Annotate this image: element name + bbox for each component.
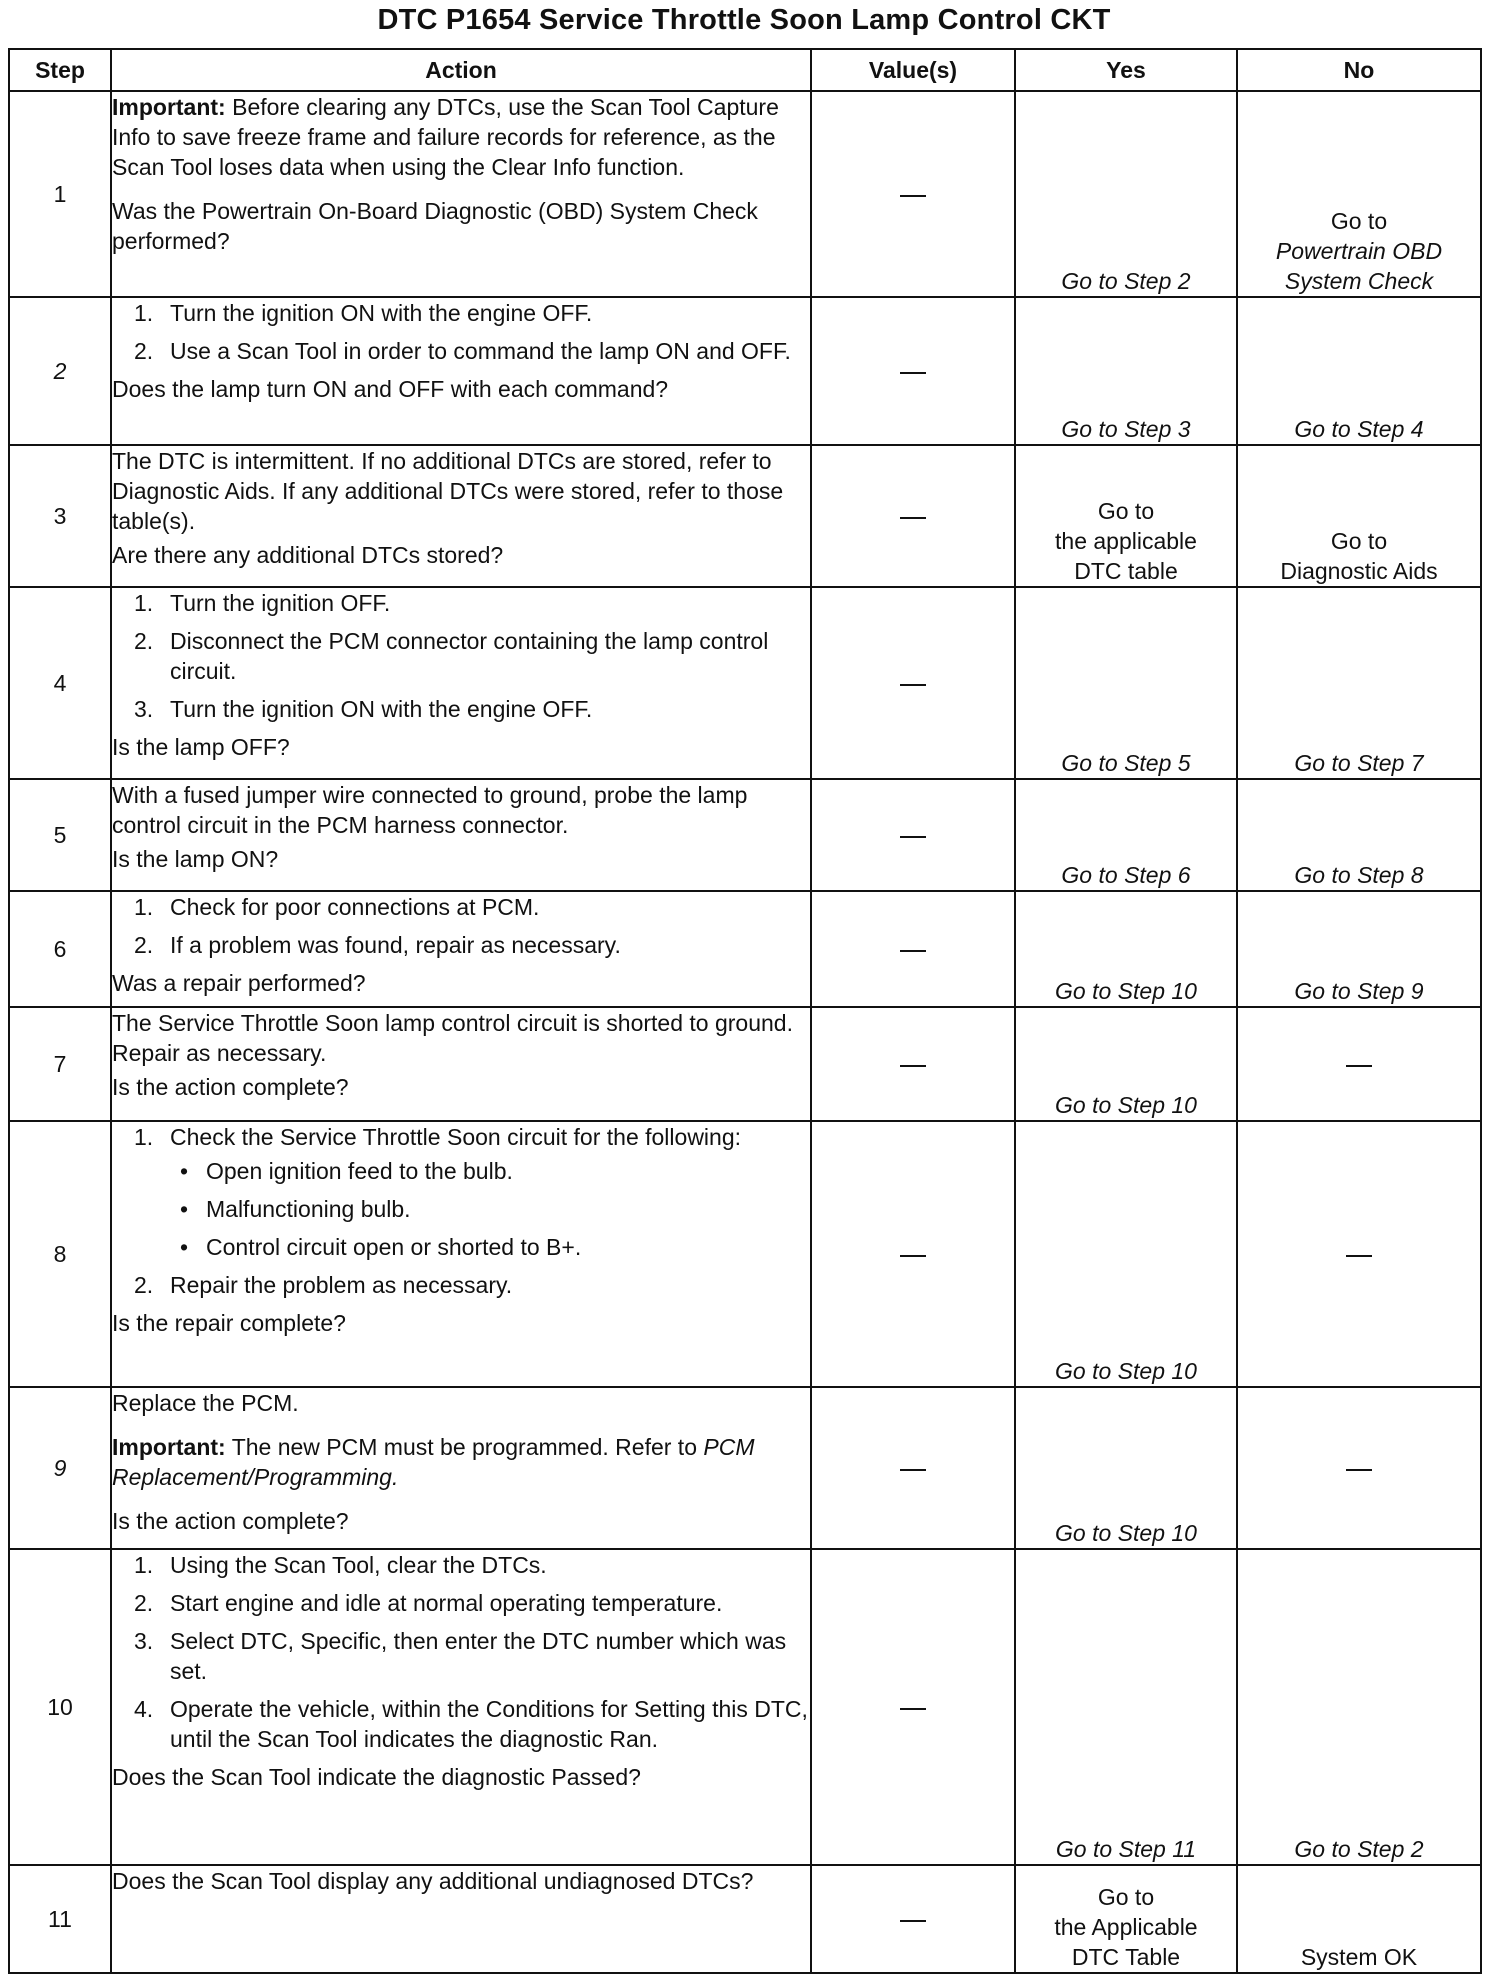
question-text: Is the lamp ON? — [112, 846, 279, 872]
no-cell — [1237, 297, 1481, 445]
reference-link-pcm-replacement: PCM Replacement/Programming. — [112, 1434, 755, 1490]
yes-line: DTC table — [1074, 558, 1178, 584]
action-steps — [112, 892, 810, 960]
step-number: 8 — [9, 1121, 111, 1387]
no-goto: Go to Step 8 — [1294, 862, 1424, 888]
value-cell — [811, 891, 1015, 1007]
yes-goto: Go to Step 5 — [1061, 750, 1191, 776]
action-cell — [111, 297, 811, 445]
value-cell — [811, 297, 1015, 445]
header-row — [9, 49, 1481, 91]
table-row-step-6 — [9, 891, 1481, 1007]
step-number: 5 — [9, 779, 111, 891]
value-cell — [811, 1549, 1015, 1865]
no-goto: Go to Step 9 — [1294, 978, 1424, 1004]
table-row-step-1 — [9, 91, 1481, 297]
dash — [900, 195, 926, 197]
no-line: Go to — [1330, 528, 1388, 554]
yes-cell — [1015, 445, 1237, 587]
yes-cell — [1015, 891, 1237, 1007]
no-goto-line: Go to — [1330, 208, 1388, 234]
question-text: Does the lamp turn ON and OFF with each command? — [112, 376, 669, 402]
step-number: 6 — [9, 891, 111, 1007]
value-cell — [811, 587, 1015, 779]
no-line: Diagnostic Aids — [1280, 558, 1438, 584]
table-row-step-4 — [9, 587, 1481, 779]
table-row-step-8 — [9, 1121, 1481, 1387]
important-text: Before clearing any DTCs, use the Scan Tool Capture Info to save freeze frame and failure records for reference, as the Scan Tool loses data when using the Clear Info function. — [112, 94, 779, 180]
table-row-step-5 — [9, 779, 1481, 891]
value-cell — [811, 1121, 1015, 1387]
action-text: The Service Throttle Soon lamp control circuit is shorted to ground. Repair as necessary. — [112, 1010, 793, 1066]
action-text: The DTC is intermittent. If no additional DTCs are stored, refer to Diagnostic Aids. If any additional DTCs were stored, refer to those table(s). — [112, 448, 784, 534]
header-values: Value(s) — [811, 49, 1015, 91]
action-step: 2. Repair the problem as necessary. — [134, 1272, 513, 1298]
question-text: Is the lamp OFF? — [112, 734, 290, 760]
bullet-item: • Open ignition feed to the bulb. — [180, 1158, 513, 1184]
step-number: 4 — [9, 587, 111, 779]
table-row-step-7 — [9, 1007, 1481, 1121]
question-text: Does the Scan Tool display any additional undiagnosed DTCs? — [112, 1868, 754, 1894]
dash — [900, 1065, 926, 1067]
dash — [900, 684, 926, 686]
dash — [900, 372, 926, 374]
question-text: Are there any additional DTCs stored? — [112, 542, 504, 568]
no-goto: Go to Step 7 — [1294, 750, 1424, 776]
no-cell — [1237, 779, 1481, 891]
no-cell — [1237, 1549, 1481, 1865]
no-cell — [1237, 1121, 1481, 1387]
yes-goto: Go to Step 11 — [1055, 1836, 1197, 1862]
value-cell — [811, 779, 1015, 891]
action-cell — [111, 1549, 811, 1865]
yes-cell — [1015, 1387, 1237, 1549]
action-step: 4. Operate the vehicle, within the Conditions for Setting this DTC, until the Scan Tool indicates the diagnostic Ran. — [134, 1696, 808, 1752]
action-step: 1. Turn the ignition OFF. — [134, 590, 391, 616]
action-step: 1. Turn the ignition ON with the engine OFF. — [134, 300, 593, 326]
table-row-step-11 — [9, 1865, 1481, 1973]
no-cell — [1237, 91, 1481, 297]
yes-cell — [1015, 779, 1237, 891]
action-cell — [111, 779, 811, 891]
yes-goto: Go to Step 10 — [1055, 1520, 1197, 1546]
dash — [1346, 1255, 1372, 1257]
question-text: Is the action complete? — [112, 1074, 349, 1100]
bullet-item: • Malfunctioning bulb. — [180, 1196, 411, 1222]
yes-cell — [1015, 1007, 1237, 1121]
page-title: DTC P1654 Service Throttle Soon Lamp Control CKT — [377, 4, 1111, 36]
action-steps — [112, 298, 810, 366]
value-cell — [811, 1387, 1015, 1549]
action-cell — [111, 587, 811, 779]
dash — [900, 1708, 926, 1710]
no-cell — [1237, 891, 1481, 1007]
action-cell — [111, 891, 811, 1007]
yes-goto: Go to Step 10 — [1055, 978, 1197, 1004]
no-goto: Go to Step 4 — [1294, 416, 1424, 442]
no-cell — [1237, 445, 1481, 587]
important-label: Important: — [112, 94, 226, 120]
action-step: 1. Check the Service Throttle Soon circuit for the following: • Open ignition feed to the bulb. • Malfunctioning bulb. • Control circuit open or shorted to B+. — [112, 1122, 810, 1262]
dash — [900, 950, 926, 952]
yes-goto: Go to Step 3 — [1061, 416, 1191, 442]
action-steps — [112, 1550, 810, 1754]
yes-cell — [1015, 1121, 1237, 1387]
important-note — [112, 1432, 810, 1492]
action-step: 2. If a problem was found, repair as necessary. — [134, 932, 621, 958]
important-text: The new PCM must be programmed. Refer to — [225, 1434, 704, 1460]
table-row-step-3 — [9, 445, 1481, 587]
action-cell — [111, 1387, 811, 1549]
header-yes: Yes — [1015, 49, 1237, 91]
table-row-step-2 — [9, 297, 1481, 445]
value-cell — [811, 1007, 1015, 1121]
important-label: Important: — [112, 1434, 226, 1460]
question-text: Is the repair complete? — [112, 1310, 346, 1336]
yes-cell — [1015, 1549, 1237, 1865]
dash — [1346, 1065, 1372, 1067]
yes-cell — [1015, 587, 1237, 779]
no-result: System OK — [1300, 1944, 1418, 1970]
action-text: Replace the PCM. — [112, 1390, 299, 1416]
action-step: 2. Use a Scan Tool in order to command the lamp ON and OFF. — [134, 338, 791, 364]
yes-goto: Go to Step 6 — [1061, 862, 1191, 888]
header-action: Action — [111, 49, 811, 91]
no-goto-reference: Powertrain OBD System Check — [1275, 238, 1443, 294]
action-cell — [111, 1007, 811, 1121]
important-note — [112, 92, 810, 182]
question-text: Was a repair performed? — [112, 970, 366, 996]
dash — [900, 1255, 926, 1257]
dash — [900, 1920, 926, 1922]
no-cell — [1237, 587, 1481, 779]
action-step: 3. Turn the ignition ON with the engine OFF. — [134, 696, 593, 722]
yes-line: the applicable — [1055, 528, 1197, 554]
action-cell — [111, 1121, 811, 1387]
question-text: Does the Scan Tool indicate the diagnostic Passed? — [112, 1764, 641, 1790]
yes-cell — [1015, 91, 1237, 297]
yes-line: Go to — [1097, 1884, 1155, 1910]
question-text: Is the action complete? — [112, 1508, 349, 1534]
dash — [900, 836, 926, 838]
dash — [900, 1469, 926, 1471]
diagnostic-table — [8, 48, 1482, 1974]
action-cell — [111, 445, 811, 587]
step-number: 11 — [9, 1865, 111, 1973]
action-step: 2. Start engine and idle at normal operating temperature. — [134, 1590, 723, 1616]
action-step: 3. Select DTC, Specific, then enter the DTC number which was set. — [134, 1628, 787, 1684]
yes-line: the Applicable — [1054, 1914, 1198, 1940]
yes-cell — [1015, 1865, 1237, 1973]
header-no: No — [1237, 49, 1481, 91]
action-steps — [112, 1122, 810, 1300]
dash — [1346, 1469, 1372, 1471]
table-row-step-10 — [9, 1549, 1481, 1865]
yes-cell — [1015, 297, 1237, 445]
action-cell — [111, 91, 811, 297]
action-cell — [111, 1865, 811, 1973]
table-row-step-9 — [9, 1387, 1481, 1549]
action-step: 2. Disconnect the PCM connector containing the lamp control circuit. — [134, 628, 769, 684]
step-number: 9 — [9, 1387, 111, 1549]
question-text: Was the Powertrain On-Board Diagnostic (OBD) System Check performed? — [112, 198, 758, 254]
bullet-list — [170, 1156, 810, 1262]
value-cell — [811, 445, 1015, 587]
no-cell — [1237, 1387, 1481, 1549]
step-number: 3 — [9, 445, 111, 587]
header-step: Step — [9, 49, 111, 91]
value-cell — [811, 1865, 1015, 1973]
step-number: 7 — [9, 1007, 111, 1121]
action-step: 1. Check for poor connections at PCM. — [134, 894, 540, 920]
step-number: 1 — [9, 91, 111, 297]
value-cell — [811, 91, 1015, 297]
no-goto: Go to Step 2 — [1294, 1836, 1424, 1862]
yes-line: DTC Table — [1071, 1944, 1181, 1970]
yes-line: Go to — [1097, 498, 1155, 524]
yes-goto: Go to Step 10 — [1055, 1358, 1197, 1384]
dash — [900, 517, 926, 519]
step-number: 10 — [9, 1549, 111, 1865]
yes-goto: Go to Step 10 — [1055, 1092, 1197, 1118]
bullet-item: • Control circuit open or shorted to B+. — [180, 1234, 582, 1260]
no-cell — [1237, 1865, 1481, 1973]
step-number: 2 — [9, 297, 111, 445]
yes-goto: Go to Step 2 — [1061, 268, 1191, 294]
action-steps — [112, 588, 810, 724]
action-step: 1. Using the Scan Tool, clear the DTCs. — [134, 1552, 547, 1578]
no-cell — [1237, 1007, 1481, 1121]
action-text: With a fused jumper wire connected to ground, probe the lamp control circuit in the PCM harness connector. — [112, 782, 748, 838]
